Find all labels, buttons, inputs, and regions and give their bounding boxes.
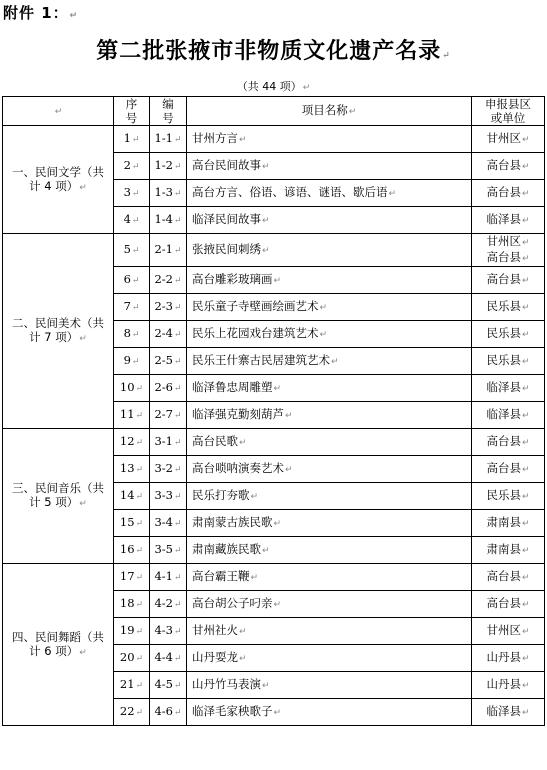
row-seq: 12↵ — [114, 429, 150, 456]
header-project-name: 项目名称↵ — [187, 97, 472, 126]
row-unit: 高台县↵ — [472, 429, 545, 456]
row-seq: 16↵ — [114, 537, 150, 564]
row-code: 3-3↵ — [150, 483, 187, 510]
row-code: 2-7↵ — [150, 402, 187, 429]
row-unit: 临泽县↵ — [472, 375, 545, 402]
row-seq: 19↵ — [114, 618, 150, 645]
row-code: 2-6↵ — [150, 375, 187, 402]
row-code: 2-5↵ — [150, 348, 187, 375]
row-seq: 13↵ — [114, 456, 150, 483]
row-code: 4-6↵ — [150, 699, 187, 726]
row-name: 临泽毛家秧歌子↵ — [187, 699, 472, 726]
row-code: 2-2↵ — [150, 267, 187, 294]
row-code: 2-3↵ — [150, 294, 187, 321]
table-row — [3, 234, 545, 267]
row-unit: 高台县↵ — [472, 564, 545, 591]
row-unit: 肃南县↵ — [472, 510, 545, 537]
row-code: 1-2↵ — [150, 153, 187, 180]
row-code: 1-4↵ — [150, 207, 187, 234]
row-seq: 7↵ — [114, 294, 150, 321]
row-name: 张掖民间刺绣↵ — [187, 234, 472, 267]
category-folk-music: 三、民间音乐（共 计 5 项）↵ — [3, 429, 114, 564]
header-declaring-unit: 申报县区 或单位 — [472, 97, 545, 126]
row-unit: 肃南县↵ — [472, 537, 545, 564]
header-code: 编 号 — [150, 97, 187, 126]
row-code: 2-1↵ — [150, 234, 187, 267]
header-seq: 序 号 — [114, 97, 150, 126]
table-header-row — [3, 97, 545, 126]
category-folk-literature: 一、民间文学（共 计 4 项）↵ — [3, 126, 114, 234]
row-unit: 高台县↵ — [472, 180, 545, 207]
row-name: 甘州社火↵ — [187, 618, 472, 645]
row-unit: 山丹县↵ — [472, 672, 545, 699]
row-seq: 15↵ — [114, 510, 150, 537]
row-unit: 山丹县↵ — [472, 645, 545, 672]
row-unit: 高台县↵ — [472, 153, 545, 180]
row-seq: 5↵ — [114, 234, 150, 267]
row-name: 甘州方言↵ — [187, 126, 472, 153]
row-name: 民乐王什寨古民居建筑艺术↵ — [187, 348, 472, 375]
row-name: 临泽强克勤刻葫芦↵ — [187, 402, 472, 429]
row-unit: 临泽县↵ — [472, 402, 545, 429]
document-title: 第二批张掖市非物质文化遗产名录↵ — [96, 38, 451, 64]
category-folk-dance: 四、民间舞蹈（共 计 6 项）↵ — [3, 564, 114, 726]
row-seq: 17↵ — [114, 564, 150, 591]
row-code: 4-2↵ — [150, 591, 187, 618]
row-code: 3-5↵ — [150, 537, 187, 564]
row-name: 山丹竹马表演↵ — [187, 672, 472, 699]
row-unit: 高台县↵ — [472, 591, 545, 618]
row-unit: 甘州区↵ — [472, 618, 545, 645]
row-unit: 民乐县↵ — [472, 348, 545, 375]
row-code: 4-1↵ — [150, 564, 187, 591]
row-unit: 高台县↵ — [472, 456, 545, 483]
row-unit: 民乐县↵ — [472, 483, 545, 510]
row-code: 4-5↵ — [150, 672, 187, 699]
item-count-subtitle: （共 44 项）↵ — [236, 80, 311, 93]
heritage-list-table — [2, 96, 545, 726]
row-seq: 14↵ — [114, 483, 150, 510]
row-seq: 3↵ — [114, 180, 150, 207]
attachment-label: 附件 1：↵ — [3, 4, 79, 22]
table-row — [3, 429, 545, 456]
row-code: 2-4↵ — [150, 321, 187, 348]
row-unit: 临泽县↵ — [472, 207, 545, 234]
row-name: 高台民间故事↵ — [187, 153, 472, 180]
row-seq: 1↵ — [114, 126, 150, 153]
row-seq: 9↵ — [114, 348, 150, 375]
row-seq: 8↵ — [114, 321, 150, 348]
row-name: 高台唢呐演奏艺术↵ — [187, 456, 472, 483]
row-unit: 甘州区↵ — [472, 126, 545, 153]
row-name: 高台方言、俗语、谚语、谜语、歇后语↵ — [187, 180, 472, 207]
row-unit: 民乐县↵ — [472, 294, 545, 321]
row-seq: 10↵ — [114, 375, 150, 402]
row-name: 民乐打夯歌↵ — [187, 483, 472, 510]
row-name: 民乐上花园戏台建筑艺术↵ — [187, 321, 472, 348]
category-folk-art: 二、民间美术（共 计 7 项）↵ — [3, 234, 114, 429]
row-code: 3-2↵ — [150, 456, 187, 483]
row-unit: 民乐县↵ — [472, 321, 545, 348]
row-name: 肃南蒙古族民歌↵ — [187, 510, 472, 537]
row-name: 高台雕彩玻璃画↵ — [187, 267, 472, 294]
row-seq: 2↵ — [114, 153, 150, 180]
row-name: 山丹耍龙↵ — [187, 645, 472, 672]
row-seq: 4↵ — [114, 207, 150, 234]
header-category-cell: ↵ — [3, 97, 114, 126]
row-name: 肃南藏族民歌↵ — [187, 537, 472, 564]
row-code: 1-3↵ — [150, 180, 187, 207]
row-seq: 20↵ — [114, 645, 150, 672]
row-name: 临泽民间故事↵ — [187, 207, 472, 234]
row-unit: 甘州区↵ 高台县↵ — [472, 234, 545, 267]
row-name: 临泽鲁忠周雕塑↵ — [187, 375, 472, 402]
row-code: 4-3↵ — [150, 618, 187, 645]
row-seq: 6↵ — [114, 267, 150, 294]
row-unit: 临泽县↵ — [472, 699, 545, 726]
row-seq: 21↵ — [114, 672, 150, 699]
row-seq: 22↵ — [114, 699, 150, 726]
row-code: 3-4↵ — [150, 510, 187, 537]
row-name: 民乐童子寺壁画绘画艺术↵ — [187, 294, 472, 321]
row-unit: 高台县↵ — [472, 267, 545, 294]
row-seq: 18↵ — [114, 591, 150, 618]
row-code: 1-1↵ — [150, 126, 187, 153]
row-seq: 11↵ — [114, 402, 150, 429]
row-code: 4-4↵ — [150, 645, 187, 672]
row-name: 高台霸王鞭↵ — [187, 564, 472, 591]
table-row — [3, 126, 545, 153]
row-name: 高台胡公子叼亲↵ — [187, 591, 472, 618]
row-name: 高台民歌↵ — [187, 429, 472, 456]
table-row — [3, 564, 545, 591]
row-code: 3-1↵ — [150, 429, 187, 456]
